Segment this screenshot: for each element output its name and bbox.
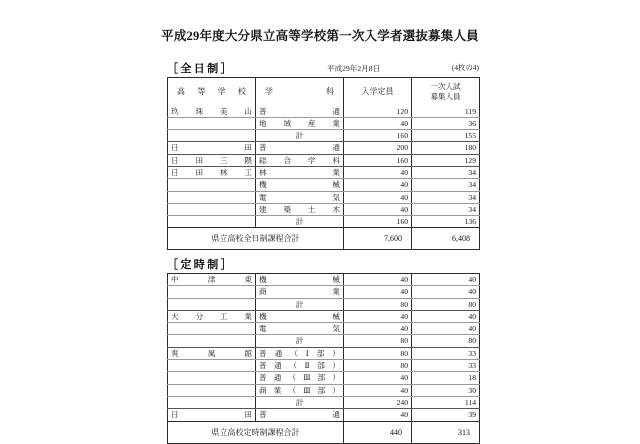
cell-quota: 39 (468, 410, 476, 420)
cell-subject: 機械 (256, 310, 344, 322)
cell-capacity: 40 (344, 286, 412, 298)
table-row (168, 216, 480, 228)
cell-quota: 33 (412, 347, 480, 359)
table-zennichi (167, 77, 480, 250)
table-row (168, 360, 480, 372)
total-quota: 6,408 (412, 228, 480, 250)
cell-subject: 地域産業 (256, 117, 344, 129)
table-row (168, 396, 480, 408)
cell-capacity: 240 (344, 396, 412, 408)
cell-school: 中津東 (168, 274, 256, 286)
cell-capacity: 40 (344, 372, 412, 384)
section-date: 平成29年2月8日 (327, 64, 381, 73)
cell-school-empty (168, 286, 256, 298)
cell-subject: 普通 (256, 106, 344, 118)
cell-subtotal-label: 計 (256, 216, 344, 228)
cell-school: 日田林工 (168, 166, 256, 178)
cell-quota: 40 (412, 323, 480, 335)
cell-subtotal-label: 計 (256, 298, 344, 310)
cell-capacity: 120 (344, 106, 412, 118)
table-row (168, 323, 480, 335)
table-row-total (168, 228, 480, 250)
cell-school-empty (168, 360, 256, 372)
table-row (168, 286, 480, 298)
cell-capacity: 200 (344, 142, 412, 154)
section-header (167, 60, 479, 77)
table-row (168, 117, 480, 129)
quota-header-line1: 一次入試 (430, 82, 461, 92)
cell-capacity: 160 (344, 130, 412, 142)
cell-quota: 34 (412, 191, 480, 203)
table-teiji (167, 273, 480, 444)
cell-school: 大分工業 (168, 310, 256, 322)
cell-school: 爽風館 (168, 347, 256, 359)
table-header-row (168, 78, 480, 106)
cell-quota: 129 (412, 154, 480, 166)
section-label: ［全日制］ (167, 63, 234, 75)
table-row (168, 203, 480, 215)
sheet-counter: (4枚の4) (451, 63, 479, 72)
cell-subtotal-label: 計 (256, 335, 344, 347)
cell-capacity: 40 (344, 384, 412, 396)
column-header-subject: 学 科 (256, 78, 344, 106)
cell-subject: 機械 (256, 179, 344, 191)
cell-school-empty (168, 335, 256, 347)
cell-subject: 普通 (256, 142, 344, 154)
cell-quota: 40 (412, 310, 480, 322)
table-row (168, 384, 480, 396)
cell-quota: 33 (412, 360, 480, 372)
table-row (168, 166, 480, 178)
cell-capacity: 40 (344, 117, 412, 129)
cell-subject: 総合学科 (256, 154, 344, 166)
cell-subject: 普通（Ⅲ部） (256, 372, 344, 384)
table-row (168, 347, 480, 359)
cell-school: 玖珠美山 (168, 106, 256, 118)
cell-capacity: 40 (344, 274, 412, 286)
table-row (168, 191, 480, 203)
total-label: 県立高校定時制課程合計 (168, 421, 344, 443)
cell-quota: 136 (464, 217, 476, 227)
table-row (168, 372, 480, 384)
cell-capacity: 40 (344, 203, 412, 215)
cell-capacity: 40 (344, 166, 412, 178)
total-label: 県立高校全日制課程合計 (168, 228, 344, 250)
section-zennichi (167, 60, 479, 250)
table-row (168, 335, 480, 347)
table-row (168, 179, 480, 191)
total-capacity: 7,600 (344, 228, 412, 250)
cell-school-empty (168, 384, 256, 396)
table-row (168, 298, 480, 310)
cell-capacity: 40 (344, 179, 412, 191)
cell-quota: 34 (412, 179, 480, 191)
table-row (168, 274, 480, 286)
table-total-teiji (168, 421, 480, 443)
cell-subject: 商業 (256, 286, 344, 298)
total-capacity: 440 (344, 421, 412, 443)
cell-quota: 18 (412, 372, 480, 384)
cell-quota: 119 (412, 106, 480, 118)
cell-school-empty (168, 130, 256, 142)
column-header-quota (412, 78, 480, 106)
cell-subject: 電気 (256, 323, 344, 335)
cell-quota: 34 (412, 203, 480, 215)
cell-school-empty (168, 372, 256, 384)
cell-quota: 80 (412, 298, 480, 310)
cell-school: 日田三隈 (168, 154, 256, 166)
section-header (167, 256, 479, 273)
cell-quota: 180 (412, 142, 480, 154)
table-row (168, 154, 480, 166)
cell-subtotal-label: 計 (256, 396, 344, 408)
cell-capacity: 40 (344, 323, 412, 335)
table-rows-zennichi (168, 106, 480, 228)
cell-capacity: 40 (344, 191, 412, 203)
table-body (168, 78, 480, 106)
cell-quota: 36 (412, 117, 480, 129)
cell-capacity: 160 (344, 154, 412, 166)
cell-subject: 電気 (256, 191, 344, 203)
cell-quota: 40 (412, 286, 480, 298)
table-row (168, 409, 480, 421)
table-row-total (168, 421, 480, 443)
column-header-capacity: 入学定員 (344, 78, 412, 106)
cell-subject: 普通（Ⅱ部） (256, 360, 344, 372)
table-row (168, 130, 480, 142)
cell-subtotal-label: 計 (256, 130, 344, 142)
cell-subject: 普通（Ⅰ部） (256, 347, 344, 359)
cell-capacity: 80 (344, 360, 412, 372)
section-teiji (167, 256, 479, 444)
table-row (168, 106, 480, 118)
cell-capacity: 40 (344, 409, 412, 421)
cell-quota: 30 (412, 384, 480, 396)
cell-quota: 80 (412, 335, 480, 347)
cell-school-empty (168, 323, 256, 335)
cell-quota: 34 (412, 166, 480, 178)
cell-quota: 155 (412, 130, 480, 142)
cell-school: 日田 (168, 409, 256, 421)
quota-header-line2: 募集人員 (430, 91, 461, 101)
cell-school-empty (168, 298, 256, 310)
table-total-zennichi (168, 228, 480, 250)
cell-subject: 普通 (256, 409, 344, 421)
table-rows-teiji (168, 274, 480, 422)
cell-school-empty (168, 117, 256, 129)
cell-subject: 建築土木 (256, 203, 344, 215)
page-title: 平成29年度大分県立高等学校第一次入学者選抜募集人員 (161, 29, 479, 43)
cell-subject: 機械 (256, 274, 344, 286)
table-row (168, 142, 480, 154)
cell-school-empty (168, 179, 256, 191)
cell-school-empty (168, 396, 256, 408)
cell-subject: 林業 (256, 166, 344, 178)
cell-capacity: 160 (344, 216, 412, 228)
table-row (168, 310, 480, 322)
cell-subject: 商業（Ⅲ部） (256, 384, 344, 396)
cell-quota: 40 (412, 274, 480, 286)
cell-capacity: 80 (344, 298, 412, 310)
cell-school-empty (168, 203, 256, 215)
cell-school-empty (168, 216, 256, 228)
cell-school-empty (168, 191, 256, 203)
total-quota: 313 (412, 421, 480, 443)
column-header-school: 高等学校 (168, 78, 256, 106)
cell-quota: 114 (412, 396, 480, 408)
cell-capacity: 80 (344, 335, 412, 347)
cell-capacity: 40 (344, 310, 412, 322)
cell-capacity: 80 (344, 347, 412, 359)
cell-school: 日田 (168, 142, 256, 154)
section-label: ［定時制］ (167, 259, 234, 271)
